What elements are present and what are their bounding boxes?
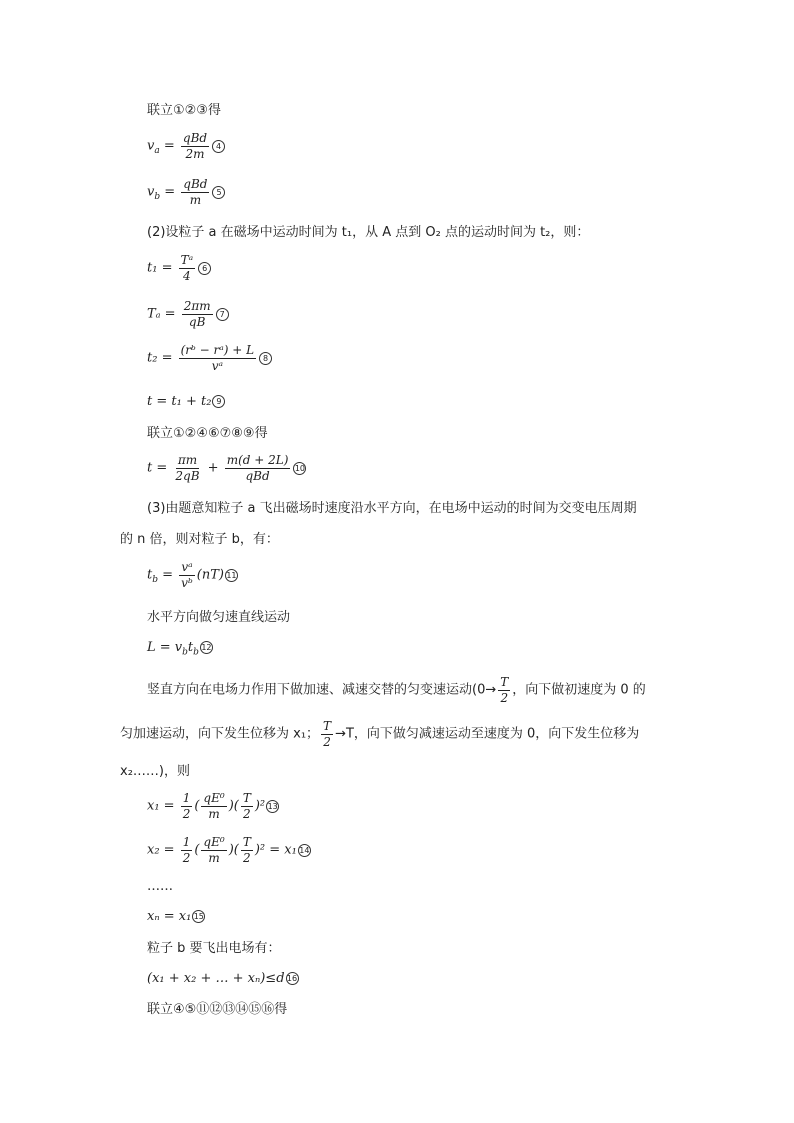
exit-condition-text: 粒子 b 要飞出电场有： bbox=[147, 941, 281, 956]
equation-tag: 5 bbox=[212, 186, 225, 199]
line-combine-3: 联立④⑤⑪⑫⑬⑭⑮⑯得 bbox=[147, 1002, 288, 1017]
vertical-motion-line3: x₂……)，则 bbox=[120, 764, 190, 779]
line-combine-1: 联立①②③得 bbox=[147, 103, 221, 118]
equation-Ta: Tₐ = $\frac{2\pi m}{qB}$ 7 bbox=[147, 300, 229, 328]
line-combine-2: 联立①②④⑥⑦⑧⑨得 bbox=[147, 426, 268, 441]
equation-t-total: t = $\frac{\pi m}{2qB}$ + $\frac{m(d + 2L)}{\text{qBd}}$ 10 bbox=[147, 453, 306, 483]
equation-t1: t₁ = $\frac{\text{Tᵃ}}{4}$ 6 bbox=[147, 254, 211, 282]
fraction: $\frac{\text{qBd}}{m}$ bbox=[183, 177, 208, 207]
equation-tag: 13 bbox=[267, 801, 278, 811]
equation-tag: 4 bbox=[212, 140, 225, 153]
equation-x2: x₂ = $\frac{1}{2}$ ( $\frac{\text{qE⁰}}{m}$ )( $\frac{T}{2}$ )² = x₁ 14 bbox=[147, 835, 310, 865]
equation-tag: 11 bbox=[226, 570, 237, 580]
equation-tag: 7 bbox=[216, 308, 229, 321]
vertical-motion-line1: 竖直方向在电场力作用下做加速、减速交替的匀变速运动(0→ $\frac{T}{2}$ ，向下做初速度为 0 的 bbox=[147, 675, 646, 705]
equation-va: $v_a$ = $\frac{\text{qBd}}{2m}$ 4 bbox=[147, 132, 225, 160]
equation-t-sum: t = t₁ + t₂ 9 bbox=[147, 395, 225, 408]
equation-tag: 10 bbox=[294, 463, 306, 473]
equation-tag: 15 bbox=[193, 912, 204, 921]
equation-vb: $v_b$ = $\frac{\text{qBd}}{m}$ 5 bbox=[147, 178, 225, 206]
equation-x1: x₁ = $\frac{1}{2}$ ( $\frac{\text{qE⁰}}{m}$ )( $\frac{T}{2}$ )² 13 bbox=[147, 791, 278, 821]
equation-tag: 12 bbox=[201, 643, 212, 652]
equation-tag: 8 bbox=[259, 352, 272, 365]
equation-tag: 6 bbox=[198, 262, 211, 275]
part3-para-line2: 的 n 倍，则对粒子 b，有： bbox=[120, 532, 279, 547]
equation-inequality: (x₁ + x₂ + … + xₙ)≤d 16 bbox=[147, 971, 298, 986]
equation-tag: 9 bbox=[212, 395, 225, 408]
equation-tag: 16 bbox=[286, 974, 298, 983]
equation-xn: xₙ = x₁ 15 bbox=[147, 909, 204, 924]
equation-L: $L = v_bt_b12$ bbox=[147, 640, 212, 658]
vertical-motion-line2: 匀加速运动，向下发生位移为 x₁； $\frac{T}{2}$ →T，向下做匀减速运动至速度为 0，向下发生位移为 bbox=[120, 719, 640, 749]
part3-para-line1: (3)由题意知粒子 a 飞出磁场时速度沿水平方向，在电场中运动的时间为交变电压周期 bbox=[147, 501, 637, 516]
equation-tag: 14 bbox=[299, 845, 310, 855]
part2-intro: (2)设粒子 a 在磁场中运动时间为 t₁，从 A 点到 O₂ 点的运动时间为 t₂，则： bbox=[147, 225, 590, 240]
horizontal-motion-text: 水平方向做匀速直线运动 bbox=[147, 610, 291, 625]
ellipsis: …… bbox=[147, 879, 173, 894]
equation-t2: t₂ = $\frac{\text{(rᵇ − rᵃ) + L}}{\text{vᵃ}}$ 8 bbox=[147, 344, 272, 372]
fraction: $\frac{\text{qBd}}{2m}$ bbox=[182, 131, 208, 161]
equation-tb: $t_b$ = $\frac{\text{vᵃ}}{\text{vᵇ}}$ (nT) 11 bbox=[147, 560, 237, 590]
